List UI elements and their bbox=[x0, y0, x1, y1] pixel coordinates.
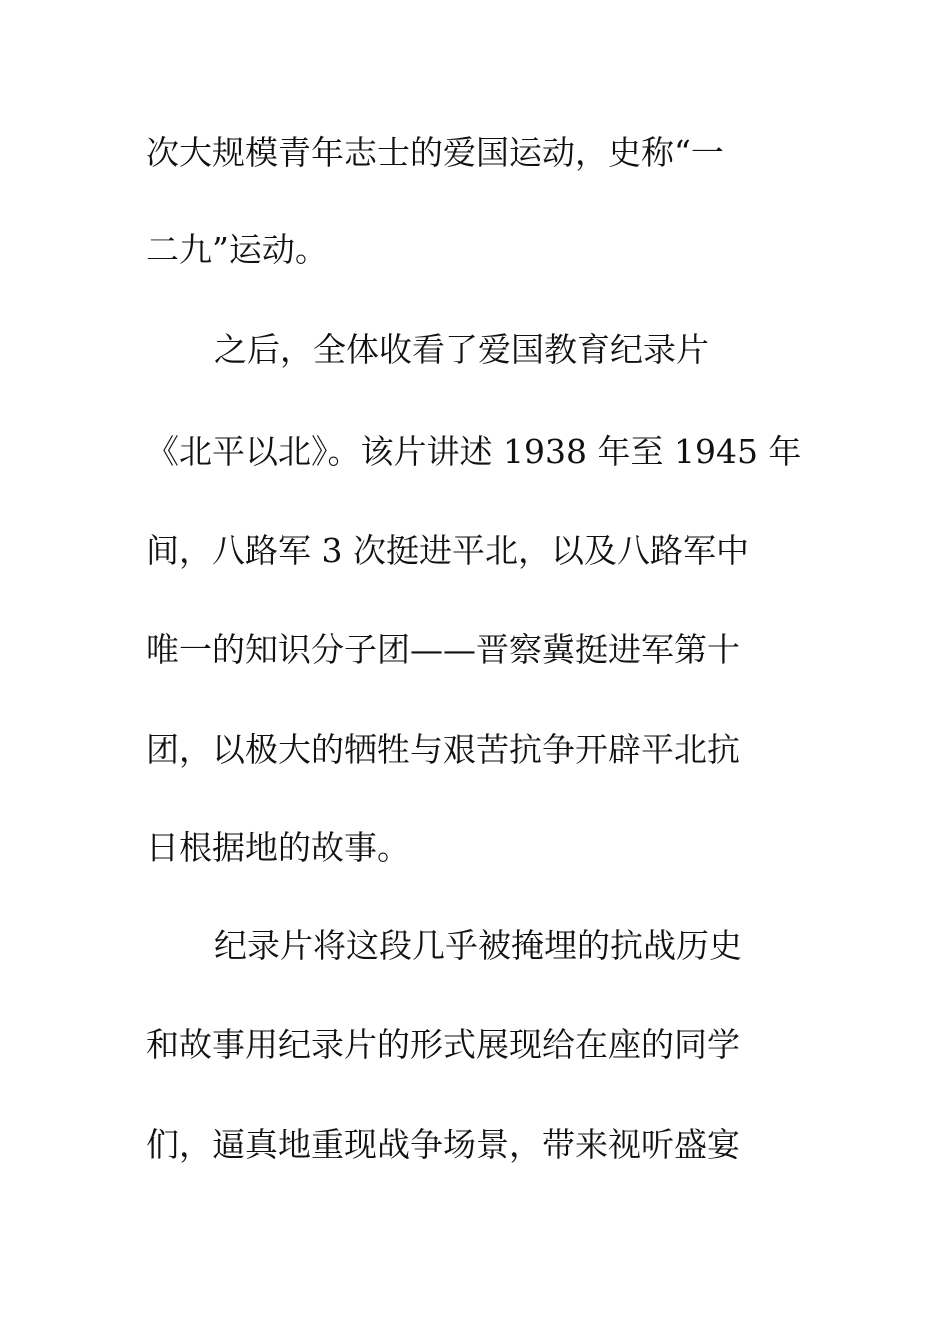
text-line-7: 团，以极大的牺牲与艰苦抗争开辟平北抗 bbox=[146, 730, 740, 769]
paragraph-start-line-9: 纪录片将这段几乎被掩埋的抗战历史 bbox=[214, 926, 742, 965]
text-line-10: 和故事用纪录片的形式展现给在座的同学 bbox=[146, 1025, 740, 1064]
text-line-1: 次大规模青年志士的爱国运动，史称“一 bbox=[146, 133, 724, 172]
text-line-5: 间，八路军 3 次挺进平北，以及八路军中 bbox=[146, 531, 749, 570]
text-line-2: 二九”运动。 bbox=[146, 230, 328, 269]
text-line-11: 们，逼真地重现战争场景，带来视听盛宴 bbox=[146, 1125, 740, 1164]
text-line-4: 《北平以北》。该片讲述 1938 年至 1945 年 bbox=[146, 432, 802, 471]
paragraph-start-line-3: 之后，全体收看了爱国教育纪录片 bbox=[214, 330, 709, 369]
text-line-8: 日根据地的故事。 bbox=[146, 828, 410, 867]
text-line-6: 唯一的知识分子团——晋察冀挺进军第十 bbox=[146, 630, 740, 669]
